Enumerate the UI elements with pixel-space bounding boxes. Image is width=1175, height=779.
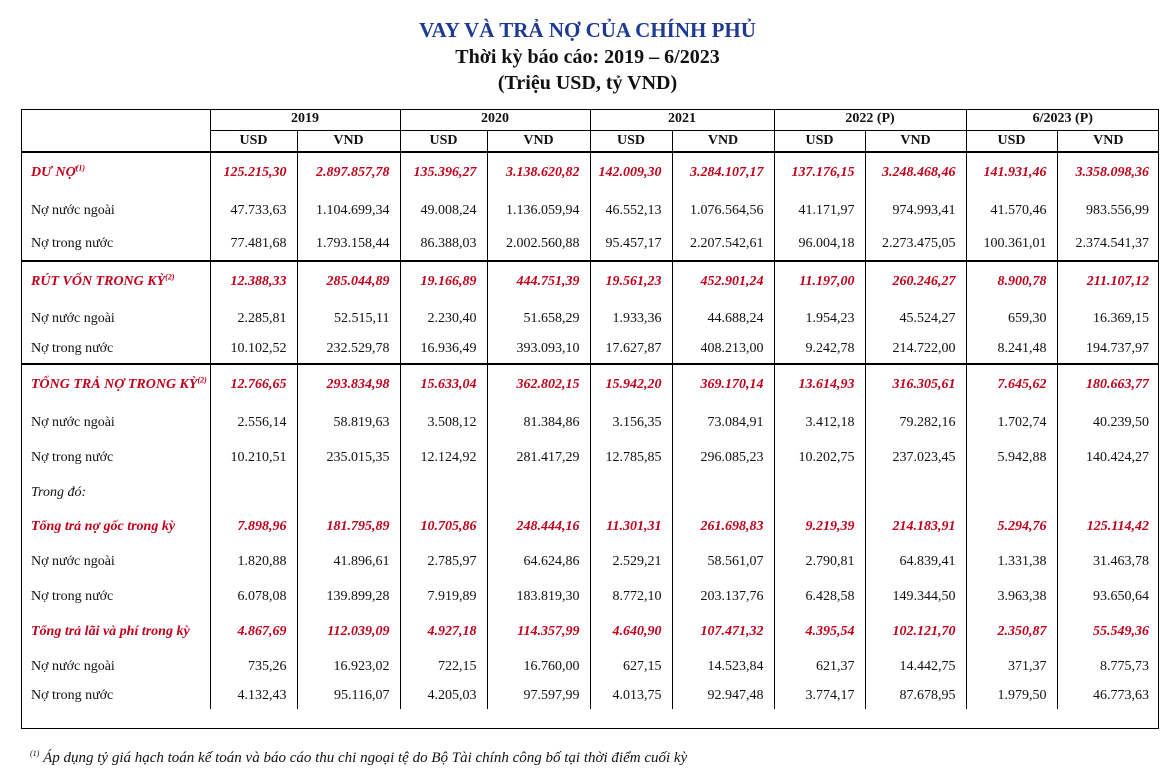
- row-label-cell: [21, 405, 210, 440]
- table-row: [21, 510, 1159, 544]
- table-row: [21, 302, 1159, 335]
- vnd-value: 87.678,95: [865, 683, 966, 709]
- year-header: 2021: [590, 109, 774, 130]
- vnd-value: 112.039,09: [297, 614, 400, 650]
- usd-value: 3.508,12: [400, 405, 487, 440]
- vnd-value: 125.114,42: [1057, 510, 1159, 544]
- usd-value: 125.215,30: [210, 152, 297, 193]
- table-row: [21, 544, 1159, 579]
- usd-value: 19.166,89: [400, 261, 487, 302]
- vnd-value: 281.417,29: [487, 440, 590, 475]
- vnd-value: 1.076.564,56: [672, 193, 774, 228]
- vnd-value: 983.556,99: [1057, 193, 1159, 228]
- usd-header: USD: [590, 130, 672, 152]
- vnd-value: [297, 475, 400, 510]
- row-label-cell: [21, 302, 210, 335]
- row-label-cell: [21, 193, 210, 228]
- usd-value: 627,15: [590, 650, 672, 683]
- report-period: Thời kỳ báo cáo: 2019 – 6/2023: [455, 46, 720, 68]
- row-label-cell: [21, 261, 210, 302]
- usd-value: 6.428,58: [774, 579, 865, 614]
- row-label-cell: [21, 364, 210, 405]
- vnd-value: 369.170,14: [672, 364, 774, 405]
- vnd-value: 444.751,39: [487, 261, 590, 302]
- vnd-value: 45.524,27: [865, 302, 966, 335]
- usd-value: 86.388,03: [400, 228, 487, 261]
- vnd-value: 1.104.699,34: [297, 193, 400, 228]
- usd-value: 9.219,39: [774, 510, 865, 544]
- vnd-value: 211.107,12: [1057, 261, 1159, 302]
- header-corner: [21, 109, 210, 152]
- vnd-value: 102.121,70: [865, 614, 966, 650]
- vnd-value: 261.698,83: [672, 510, 774, 544]
- usd-value: 1.702,74: [966, 405, 1057, 440]
- table-row: [21, 440, 1159, 475]
- vnd-value: 44.688,24: [672, 302, 774, 335]
- vnd-value: 3.138.620,82: [487, 152, 590, 193]
- usd-value: 9.242,78: [774, 335, 865, 364]
- usd-value: 735,26: [210, 650, 297, 683]
- year-header: 2020: [400, 109, 590, 130]
- row-label: Trong đó:: [31, 484, 87, 500]
- usd-value: 7.919,89: [400, 579, 487, 614]
- row-label: Nợ trong nước: [31, 341, 114, 356]
- vnd-value: 316.305,61: [865, 364, 966, 405]
- usd-value: 10.705,86: [400, 510, 487, 544]
- table-row: [21, 579, 1159, 614]
- vnd-value: 3.284.107,17: [672, 152, 774, 193]
- vnd-value: 296.085,23: [672, 440, 774, 475]
- usd-value: 15.633,04: [400, 364, 487, 405]
- table-row: [21, 364, 1159, 405]
- vnd-value: 107.471,32: [672, 614, 774, 650]
- year-header: 2019: [210, 109, 400, 130]
- row-label-cell: [21, 475, 210, 510]
- vnd-value: 64.839,41: [865, 544, 966, 579]
- row-label: RÚT VỐN TRONG KỲ: [31, 274, 166, 289]
- usd-header: USD: [210, 130, 297, 152]
- vnd-header: VND: [672, 130, 774, 152]
- vnd-header: VND: [487, 130, 590, 152]
- usd-value: 41.171,97: [774, 193, 865, 228]
- vnd-value: 362.802,15: [487, 364, 590, 405]
- year-header: 6/2023 (P): [966, 109, 1159, 130]
- usd-value: 13.614,93: [774, 364, 865, 405]
- usd-value: 2.790,81: [774, 544, 865, 579]
- vnd-value: 232.529,78: [297, 335, 400, 364]
- row-label: Nợ nước ngoài: [31, 658, 115, 674]
- usd-value: 659,30: [966, 302, 1057, 335]
- usd-value: 1.954,23: [774, 302, 865, 335]
- table-row: [21, 475, 1159, 510]
- row-label-cell: [21, 614, 210, 650]
- vnd-value: 16.369,15: [1057, 302, 1159, 335]
- usd-value: 4.132,43: [210, 683, 297, 709]
- vnd-value: 293.834,98: [297, 364, 400, 405]
- units-label: (Triệu USD, tỷ VND): [497, 72, 678, 94]
- usd-value: [590, 475, 672, 510]
- table-row: [21, 193, 1159, 228]
- row-label: Tổng trả lãi và phí trong kỳ: [31, 624, 190, 639]
- vnd-value: 114.357,99: [487, 614, 590, 650]
- vnd-value: 260.246,27: [865, 261, 966, 302]
- vnd-value: 203.137,76: [672, 579, 774, 614]
- usd-value: [774, 475, 865, 510]
- row-label: Nợ trong nước: [31, 588, 114, 604]
- row-label-cell: [21, 650, 210, 683]
- usd-value: 8.241,48: [966, 335, 1057, 364]
- usd-value: 8.772,10: [590, 579, 672, 614]
- row-label: Nợ nước ngoài: [31, 202, 115, 218]
- usd-value: 10.210,51: [210, 440, 297, 475]
- usd-value: 3.412,18: [774, 405, 865, 440]
- usd-value: 722,15: [400, 650, 487, 683]
- row-label-cell: [21, 335, 210, 364]
- usd-value: 11.301,31: [590, 510, 672, 544]
- vnd-value: 393.093,10: [487, 335, 590, 364]
- usd-value: 11.197,00: [774, 261, 865, 302]
- vnd-value: 2.273.475,05: [865, 228, 966, 261]
- vnd-value: 140.424,27: [1057, 440, 1159, 475]
- title-block: [0, 16, 1175, 96]
- vnd-value: 81.384,86: [487, 405, 590, 440]
- row-label-cell: [21, 440, 210, 475]
- vnd-value: 2.897.857,78: [297, 152, 400, 193]
- usd-value: 137.176,15: [774, 152, 865, 193]
- row-label-cell: [21, 228, 210, 261]
- usd-value: 1.933,36: [590, 302, 672, 335]
- vnd-value: 51.658,29: [487, 302, 590, 335]
- row-label-cell: [21, 683, 210, 709]
- table-row: [21, 261, 1159, 302]
- vnd-value: 2.207.542,61: [672, 228, 774, 261]
- row-footnote-marker: (1): [75, 163, 86, 173]
- usd-value: 16.936,49: [400, 335, 487, 364]
- vnd-value: 73.084,91: [672, 405, 774, 440]
- row-label-cell: [21, 510, 210, 544]
- usd-value: 12.766,65: [210, 364, 297, 405]
- vnd-value: 95.116,07: [297, 683, 400, 709]
- usd-value: 141.931,46: [966, 152, 1057, 193]
- row-label: Nợ trong nước: [31, 449, 114, 465]
- vnd-value: 237.023,45: [865, 440, 966, 475]
- vnd-value: 3.248.468,46: [865, 152, 966, 193]
- usd-value: 77.481,68: [210, 228, 297, 261]
- usd-header: USD: [774, 130, 865, 152]
- table-row: [21, 335, 1159, 364]
- usd-value: [400, 475, 487, 510]
- usd-value: 2.556,14: [210, 405, 297, 440]
- year-header: 2022 (P): [774, 109, 966, 130]
- usd-value: 2.529,21: [590, 544, 672, 579]
- usd-value: 41.570,46: [966, 193, 1057, 228]
- debt-table: [21, 109, 1159, 709]
- row-label: Nợ trong nước: [31, 236, 114, 251]
- vnd-value: [1057, 475, 1159, 510]
- row-label: TỔNG TRẢ NỢ TRONG KỲ: [31, 377, 198, 392]
- table-row: [21, 614, 1159, 650]
- row-label-cell: [21, 544, 210, 579]
- vnd-value: 93.650,64: [1057, 579, 1159, 614]
- vnd-value: 408.213,00: [672, 335, 774, 364]
- vnd-value: 8.775,73: [1057, 650, 1159, 683]
- row-label-cell: [21, 579, 210, 614]
- usd-value: 142.009,30: [590, 152, 672, 193]
- vnd-value: 46.773,63: [1057, 683, 1159, 709]
- usd-header: USD: [966, 130, 1057, 152]
- vnd-value: 214.722,00: [865, 335, 966, 364]
- vnd-value: [865, 475, 966, 510]
- vnd-value: 16.760,00: [487, 650, 590, 683]
- usd-value: 6.078,08: [210, 579, 297, 614]
- usd-value: 95.457,17: [590, 228, 672, 261]
- vnd-value: 1.136.059,94: [487, 193, 590, 228]
- vnd-value: 214.183,91: [865, 510, 966, 544]
- vnd-value: 194.737,97: [1057, 335, 1159, 364]
- vnd-header: VND: [297, 130, 400, 152]
- usd-value: 4.013,75: [590, 683, 672, 709]
- vnd-value: 52.515,11: [297, 302, 400, 335]
- usd-value: 2.350,87: [966, 614, 1057, 650]
- vnd-value: 64.624,86: [487, 544, 590, 579]
- usd-value: 19.561,23: [590, 261, 672, 302]
- usd-value: 2.285,81: [210, 302, 297, 335]
- vnd-value: 92.947,48: [672, 683, 774, 709]
- vnd-value: [672, 475, 774, 510]
- page-title: VAY VÀ TRẢ NỢ CỦA CHÍNH PHỦ: [419, 18, 756, 42]
- row-label: Nợ nước ngoài: [31, 414, 115, 430]
- usd-value: 4.927,18: [400, 614, 487, 650]
- vnd-value: 285.044,89: [297, 261, 400, 302]
- usd-value: 10.102,52: [210, 335, 297, 364]
- table-row: [21, 650, 1159, 683]
- usd-value: 5.942,88: [966, 440, 1057, 475]
- vnd-value: 2.002.560,88: [487, 228, 590, 261]
- usd-value: 621,37: [774, 650, 865, 683]
- usd-value: 100.361,01: [966, 228, 1057, 261]
- usd-value: [966, 475, 1057, 510]
- row-label-cell: [21, 152, 210, 193]
- row-footnote-marker: (2): [197, 375, 207, 385]
- vnd-value: 41.896,61: [297, 544, 400, 579]
- footnote-marker: (1): [30, 749, 40, 758]
- usd-value: 15.942,20: [590, 364, 672, 405]
- vnd-value: 31.463,78: [1057, 544, 1159, 579]
- usd-value: 2.230,40: [400, 302, 487, 335]
- usd-value: 5.294,76: [966, 510, 1057, 544]
- usd-value: 3.774,17: [774, 683, 865, 709]
- vnd-value: 248.444,16: [487, 510, 590, 544]
- vnd-value: 974.993,41: [865, 193, 966, 228]
- table-row: [21, 683, 1159, 709]
- vnd-header: VND: [865, 130, 966, 152]
- usd-value: 2.785,97: [400, 544, 487, 579]
- usd-value: 46.552,13: [590, 193, 672, 228]
- usd-header: USD: [400, 130, 487, 152]
- usd-value: 4.640,90: [590, 614, 672, 650]
- row-label: Nợ nước ngoài: [31, 310, 115, 326]
- usd-value: 47.733,63: [210, 193, 297, 228]
- table-row: [21, 152, 1159, 193]
- vnd-value: 180.663,77: [1057, 364, 1159, 405]
- vnd-header: VND: [1057, 130, 1159, 152]
- footnote-text: Áp dụng tỷ giá hạch toán kế toán và báo cáo thu chi ngoại tệ do Bộ Tài chính công bố tại thời điểm cuối kỳ: [43, 750, 688, 766]
- usd-value: 10.202,75: [774, 440, 865, 475]
- usd-value: 7.898,96: [210, 510, 297, 544]
- usd-value: 7.645,62: [966, 364, 1057, 405]
- table-row: [21, 228, 1159, 261]
- vnd-value: 58.819,63: [297, 405, 400, 440]
- vnd-value: 149.344,50: [865, 579, 966, 614]
- vnd-value: 181.795,89: [297, 510, 400, 544]
- row-label: Tổng trả nợ gốc trong kỳ: [31, 519, 176, 534]
- vnd-value: 3.358.098,36: [1057, 152, 1159, 193]
- usd-value: 371,37: [966, 650, 1057, 683]
- vnd-value: 235.015,35: [297, 440, 400, 475]
- usd-value: 12.388,33: [210, 261, 297, 302]
- vnd-value: 97.597,99: [487, 683, 590, 709]
- vnd-value: 1.793.158,44: [297, 228, 400, 261]
- vnd-value: 139.899,28: [297, 579, 400, 614]
- table-row: [21, 405, 1159, 440]
- usd-value: 1.820,88: [210, 544, 297, 579]
- usd-value: 12.124,92: [400, 440, 487, 475]
- usd-value: 17.627,87: [590, 335, 672, 364]
- usd-value: 49.008,24: [400, 193, 487, 228]
- vnd-value: 40.239,50: [1057, 405, 1159, 440]
- usd-value: 96.004,18: [774, 228, 865, 261]
- usd-value: 8.900,78: [966, 261, 1057, 302]
- usd-value: 3.963,38: [966, 579, 1057, 614]
- vnd-value: 79.282,16: [865, 405, 966, 440]
- vnd-value: 14.523,84: [672, 650, 774, 683]
- vnd-value: 14.442,75: [865, 650, 966, 683]
- usd-value: 1.331,38: [966, 544, 1057, 579]
- usd-value: 1.979,50: [966, 683, 1057, 709]
- vnd-value: 55.549,36: [1057, 614, 1159, 650]
- vnd-value: 2.374.541,37: [1057, 228, 1159, 261]
- row-label: DƯ NỢ: [31, 165, 76, 180]
- row-label: Nợ nước ngoài: [31, 553, 115, 569]
- usd-value: 4.395,54: [774, 614, 865, 650]
- footnote: [30, 750, 687, 767]
- vnd-value: 183.819,30: [487, 579, 590, 614]
- vnd-value: [487, 475, 590, 510]
- usd-value: 135.396,27: [400, 152, 487, 193]
- usd-value: 3.156,35: [590, 405, 672, 440]
- usd-value: [210, 475, 297, 510]
- usd-value: 12.785,85: [590, 440, 672, 475]
- row-footnote-marker: (2): [165, 272, 175, 282]
- usd-value: 4.867,69: [210, 614, 297, 650]
- vnd-value: 16.923,02: [297, 650, 400, 683]
- usd-value: 4.205,03: [400, 683, 487, 709]
- row-label: Nợ trong nước: [31, 688, 114, 703]
- vnd-value: 58.561,07: [672, 544, 774, 579]
- vnd-value: 452.901,24: [672, 261, 774, 302]
